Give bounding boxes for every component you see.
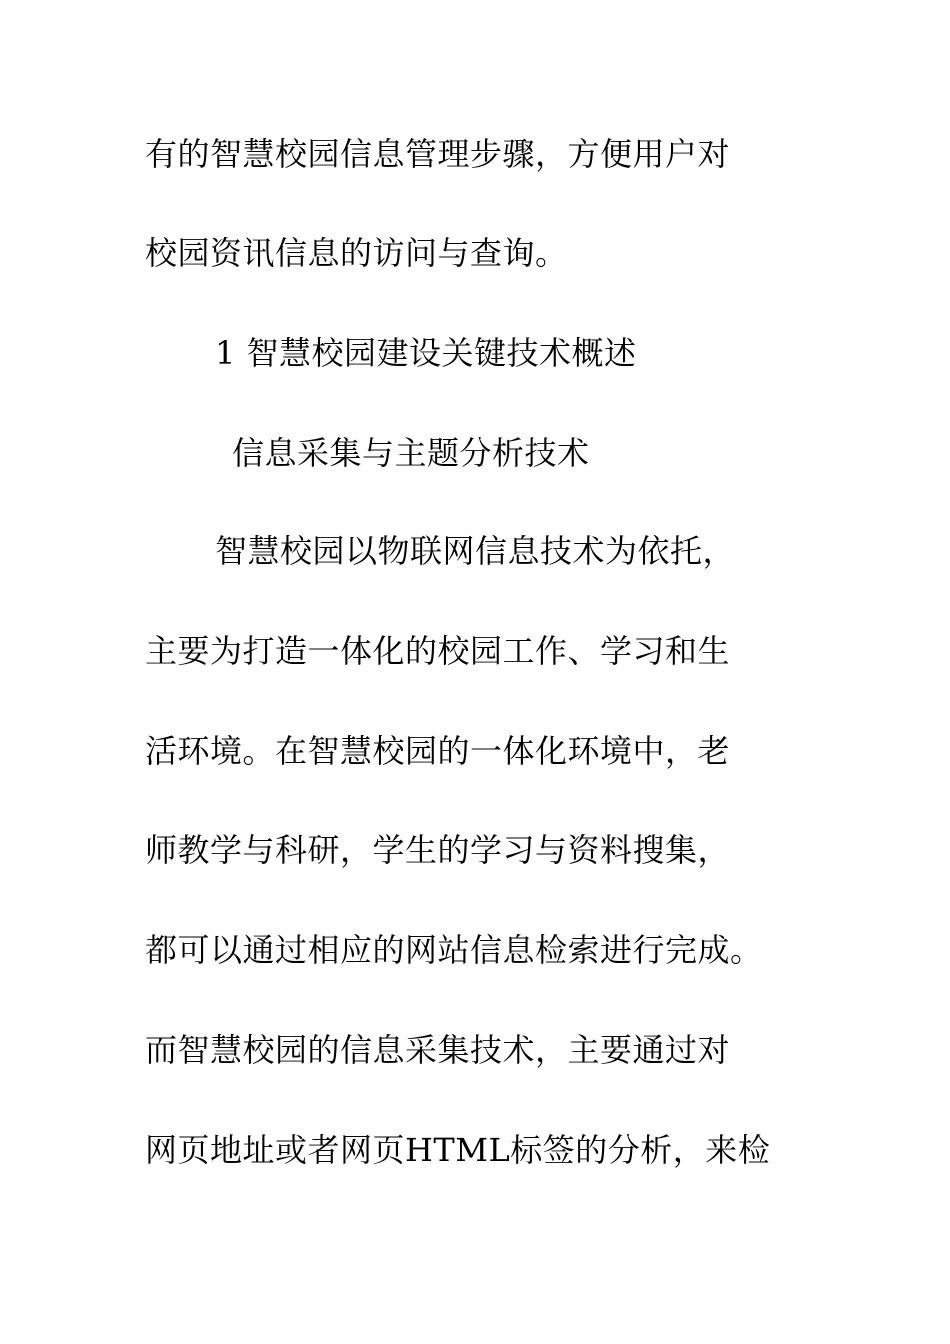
paragraph-line: 网页地址或者网页HTML标签的分析，来检 — [145, 1131, 771, 1169]
paragraph-line: 活环境。在智慧校园的一体化环境中，老 — [145, 732, 731, 770]
paragraph-line: 有的智慧校园信息管理步骤，方便用户对 — [145, 135, 731, 173]
paragraph-line: 智慧校园以物联网信息技术为依托， — [215, 532, 736, 570]
paragraph-line: 主要为打造一体化的校园工作、学习和生 — [145, 632, 731, 670]
subsection-heading: 信息采集与主题分析技术 — [232, 434, 590, 472]
paragraph-line: 都可以通过相应的网站信息检索进行完成。 — [145, 931, 763, 969]
paragraph-line: 而智慧校园的信息采集技术，主要通过对 — [145, 1031, 731, 1069]
paragraph-line: 师教学与科研，学生的学习与资料搜集， — [145, 831, 731, 869]
section-heading: 1 智慧校园建设关键技术概述 — [215, 334, 637, 372]
paragraph-line: 校园资讯信息的访问与查询。 — [145, 234, 568, 272]
